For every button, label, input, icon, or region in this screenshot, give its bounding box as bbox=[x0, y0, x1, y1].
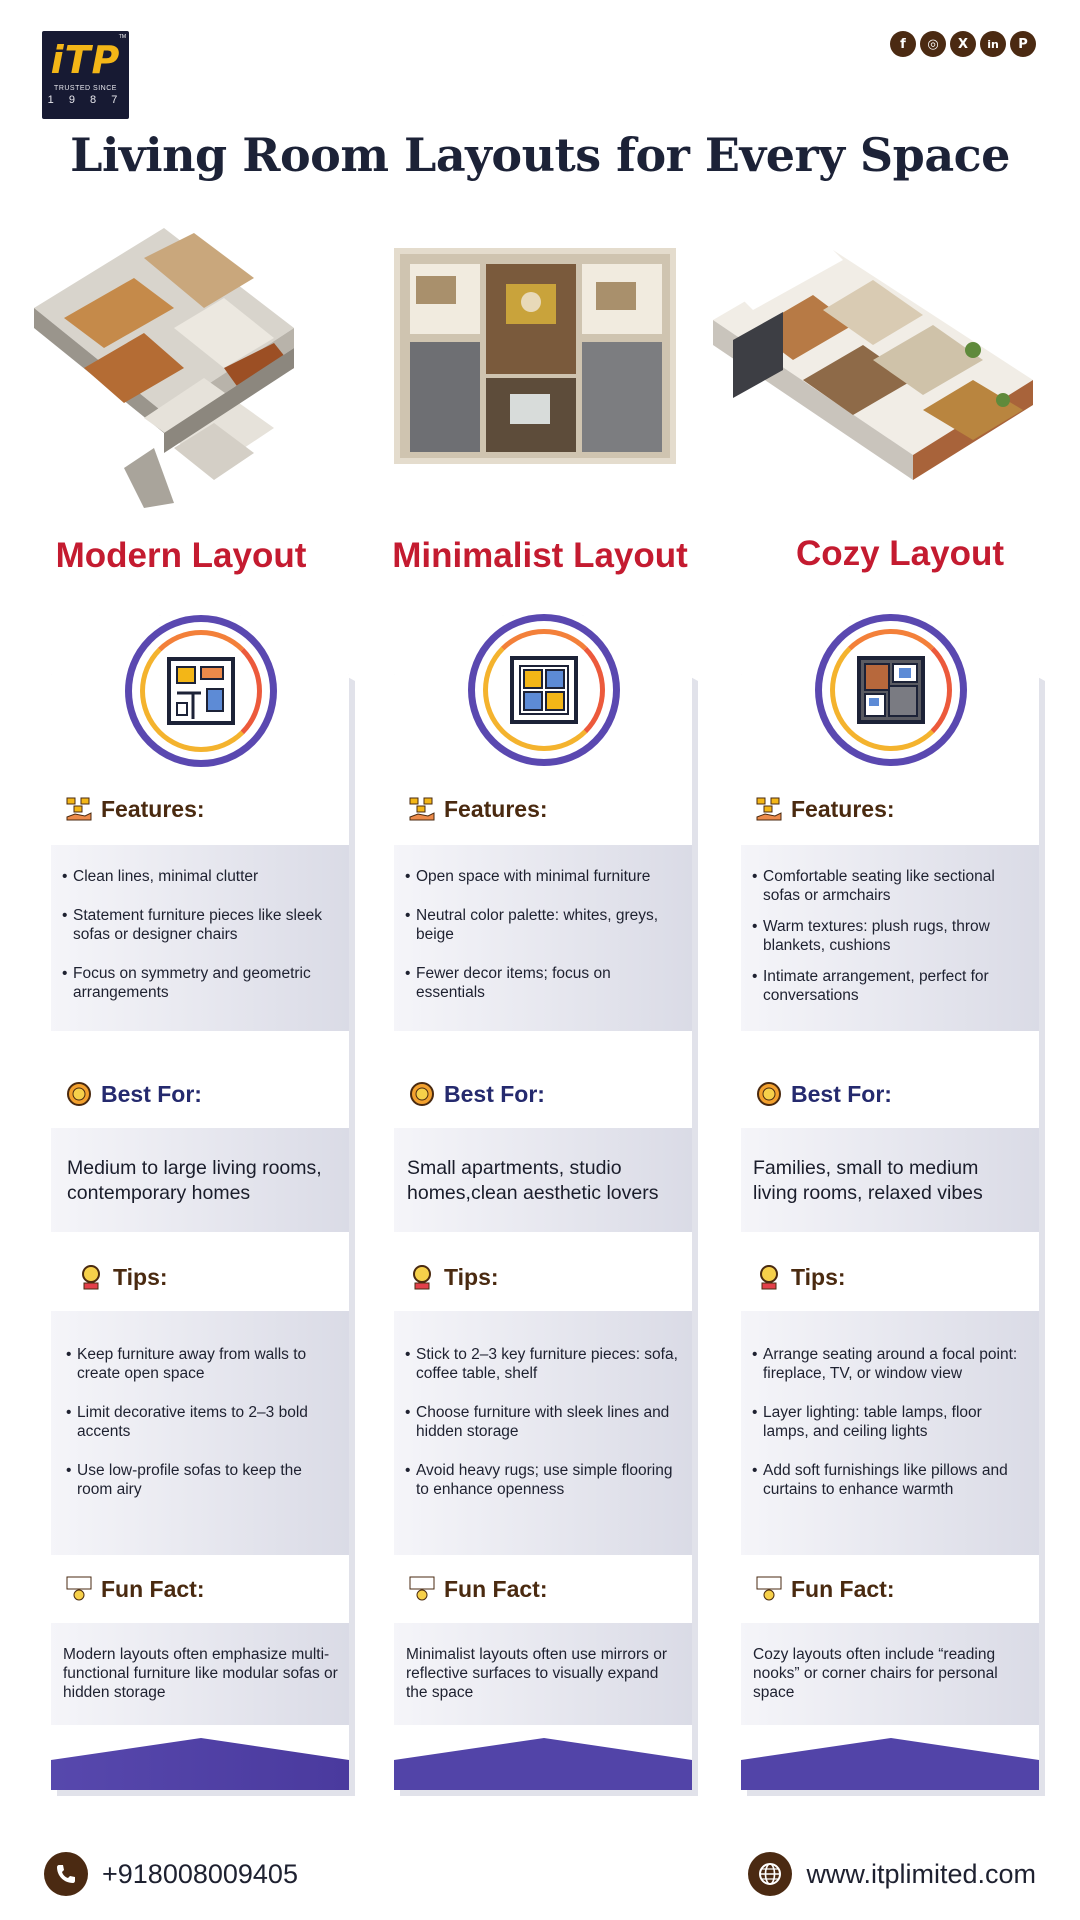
features-label: Features: bbox=[444, 795, 548, 822]
list-item: • Avoid heavy rugs; use simple flooring to enhance openness bbox=[416, 1461, 680, 1499]
floorplan-icon bbox=[163, 653, 239, 729]
best-for-heading bbox=[741, 1080, 1039, 1108]
x-icon[interactable]: X bbox=[950, 31, 976, 57]
apartment-plan-icon bbox=[853, 652, 929, 728]
tips-label: Tips: bbox=[791, 1263, 846, 1290]
website-contact[interactable] bbox=[748, 1852, 1036, 1896]
features-heading bbox=[51, 795, 349, 823]
room-grid-icon bbox=[506, 652, 582, 728]
fun-fact-bulb-icon bbox=[65, 1575, 93, 1603]
best-for-text: Families, small to medium living rooms, relaxed vibes bbox=[753, 1157, 983, 1204]
list-item: • Stick to 2–3 key furniture pieces: sofa, coffee table, shelf bbox=[416, 1345, 680, 1383]
tips-list bbox=[394, 1345, 692, 1499]
cozy-layout-card bbox=[741, 615, 1039, 1790]
list-item: • Comfortable seating like sectional sofas or armchairs bbox=[763, 867, 1027, 905]
list-item: • Statement furniture pieces like sleek sofas or designer chairs bbox=[73, 906, 337, 944]
social-links bbox=[890, 31, 1036, 57]
fun-fact-heading bbox=[394, 1575, 692, 1603]
globe-icon bbox=[748, 1852, 792, 1896]
fun-fact-label: Fun Fact: bbox=[791, 1575, 895, 1602]
facebook-icon[interactable]: f bbox=[890, 31, 916, 57]
features-label: Features: bbox=[791, 795, 895, 822]
modern-floorplan-image bbox=[24, 218, 300, 510]
cozy-floorplan-image bbox=[703, 230, 1041, 530]
list-item: • Intimate arrangement, perfect for conversations bbox=[763, 967, 1027, 1005]
list-item: • Arrange seating around a focal point: fireplace, TV, or window view bbox=[763, 1345, 1027, 1383]
list-item: • Choose furniture with sleek lines and hidden storage bbox=[416, 1403, 680, 1441]
tips-list bbox=[741, 1345, 1039, 1499]
logo-text: iTP bbox=[50, 38, 121, 82]
fun-fact-band bbox=[394, 1623, 692, 1725]
tips-label: Tips: bbox=[444, 1263, 499, 1290]
logo-trademark: TM bbox=[118, 34, 126, 40]
best-for-label: Best For: bbox=[101, 1080, 202, 1107]
list-item: • Layer lighting: table lamps, floor lamps, and ceiling lights bbox=[763, 1403, 1027, 1441]
award-badge-icon bbox=[408, 1080, 436, 1108]
tips-heading bbox=[741, 1263, 1039, 1291]
card-footer-shape bbox=[394, 1738, 692, 1790]
features-band bbox=[394, 845, 692, 1031]
fun-fact-band bbox=[741, 1623, 1039, 1725]
lightbulb-icon bbox=[755, 1263, 783, 1291]
features-hand-icon bbox=[755, 795, 783, 823]
linkedin-icon[interactable]: in bbox=[980, 31, 1006, 57]
best-for-band bbox=[51, 1128, 349, 1232]
fun-fact-text: Cozy layouts often include “reading nooks” or corner chairs for personal space bbox=[753, 1646, 998, 1701]
phone-number[interactable]: +918008009405 bbox=[102, 1858, 298, 1889]
modern-layout-card bbox=[51, 615, 349, 1790]
phone-contact[interactable] bbox=[44, 1852, 298, 1896]
fun-fact-text: Minimalist layouts often use mirrors or reflective surfaces to visually expand the space bbox=[406, 1646, 667, 1701]
list-item: • Fewer decor items; focus on essentials bbox=[416, 964, 680, 1002]
instagram-icon[interactable]: ◎ bbox=[920, 31, 946, 57]
features-list bbox=[394, 867, 692, 1002]
tips-heading bbox=[51, 1263, 349, 1291]
card-footer-shape bbox=[741, 1738, 1039, 1790]
lightbulb-icon bbox=[77, 1263, 105, 1291]
fun-fact-heading bbox=[741, 1575, 1039, 1603]
fun-fact-bulb-icon bbox=[408, 1575, 436, 1603]
best-for-band bbox=[741, 1128, 1039, 1232]
layout-title-cozy: Cozy Layout bbox=[795, 534, 1005, 573]
award-badge-icon bbox=[65, 1080, 93, 1108]
features-band bbox=[51, 845, 349, 1031]
fun-fact-bulb-icon bbox=[755, 1575, 783, 1603]
award-badge-icon bbox=[755, 1080, 783, 1108]
fun-fact-heading bbox=[51, 1575, 349, 1603]
list-item: • Neutral color palette: whites, greys, beige bbox=[416, 906, 680, 944]
list-item: • Open space with minimal furniture bbox=[416, 867, 680, 886]
tips-heading bbox=[394, 1263, 692, 1291]
features-band bbox=[741, 845, 1039, 1031]
best-for-text: Medium to large living rooms, contemporary homes bbox=[67, 1157, 322, 1204]
best-for-heading bbox=[51, 1080, 349, 1108]
fun-fact-label: Fun Fact: bbox=[444, 1575, 548, 1602]
list-item: • Focus on symmetry and geometric arrangements bbox=[73, 964, 337, 1002]
list-item: • Add soft furnishings like pillows and curtains to enhance warmth bbox=[763, 1461, 1027, 1499]
brand-logo[interactable] bbox=[42, 31, 129, 119]
list-item: • Warm textures: plush rugs, throw blankets, cushions bbox=[763, 917, 1027, 955]
list-item: • Clean lines, minimal clutter bbox=[73, 867, 337, 886]
layout-title-minimalist: Minimalist Layout bbox=[392, 536, 688, 575]
fun-fact-band bbox=[51, 1623, 349, 1725]
best-for-label: Best For: bbox=[444, 1080, 545, 1107]
minimalist-layout-card bbox=[394, 615, 692, 1790]
logo-year: 1 9 8 7 bbox=[47, 94, 124, 106]
best-for-heading bbox=[394, 1080, 692, 1108]
list-item: • Limit decorative items to 2–3 bold accents bbox=[77, 1403, 337, 1441]
features-heading bbox=[741, 795, 1039, 823]
list-item: • Use low-profile sofas to keep the room airy bbox=[77, 1461, 337, 1499]
features-list bbox=[741, 867, 1039, 1005]
best-for-band bbox=[394, 1128, 692, 1232]
fun-fact-label: Fun Fact: bbox=[101, 1575, 205, 1602]
features-label: Features: bbox=[101, 795, 205, 822]
features-hand-icon bbox=[65, 795, 93, 823]
tips-label: Tips: bbox=[113, 1263, 168, 1290]
features-hand-icon bbox=[408, 795, 436, 823]
website-url[interactable]: www.itplimited.com bbox=[806, 1858, 1036, 1889]
layout-title-modern: Modern Layout bbox=[55, 536, 307, 575]
phone-icon bbox=[44, 1852, 88, 1896]
best-for-label: Best For: bbox=[791, 1080, 892, 1107]
list-item: • Keep furniture away from walls to create open space bbox=[77, 1345, 337, 1383]
tips-band bbox=[741, 1311, 1039, 1555]
tips-band bbox=[394, 1311, 692, 1555]
logo-tagline: TRUSTED SINCE bbox=[54, 85, 117, 92]
card-footer-shape bbox=[51, 1738, 349, 1790]
best-for-text: Small apartments, studio homes,clean aesthetic lovers bbox=[407, 1157, 659, 1204]
modern-badge bbox=[125, 615, 277, 767]
features-heading bbox=[394, 795, 692, 823]
minimalist-badge bbox=[468, 614, 620, 766]
minimalist-floorplan-image bbox=[386, 242, 684, 470]
features-list bbox=[51, 867, 349, 1002]
tips-band bbox=[51, 1311, 349, 1555]
lightbulb-icon bbox=[408, 1263, 436, 1291]
page-title: Living Room Layouts for Every Space bbox=[70, 128, 1010, 182]
cozy-badge bbox=[815, 614, 967, 766]
pinterest-icon[interactable]: P bbox=[1010, 31, 1036, 57]
tips-list bbox=[51, 1345, 349, 1499]
fun-fact-text: Modern layouts often emphasize multi-functional furniture like modular sofas or hidden storage bbox=[63, 1646, 338, 1701]
